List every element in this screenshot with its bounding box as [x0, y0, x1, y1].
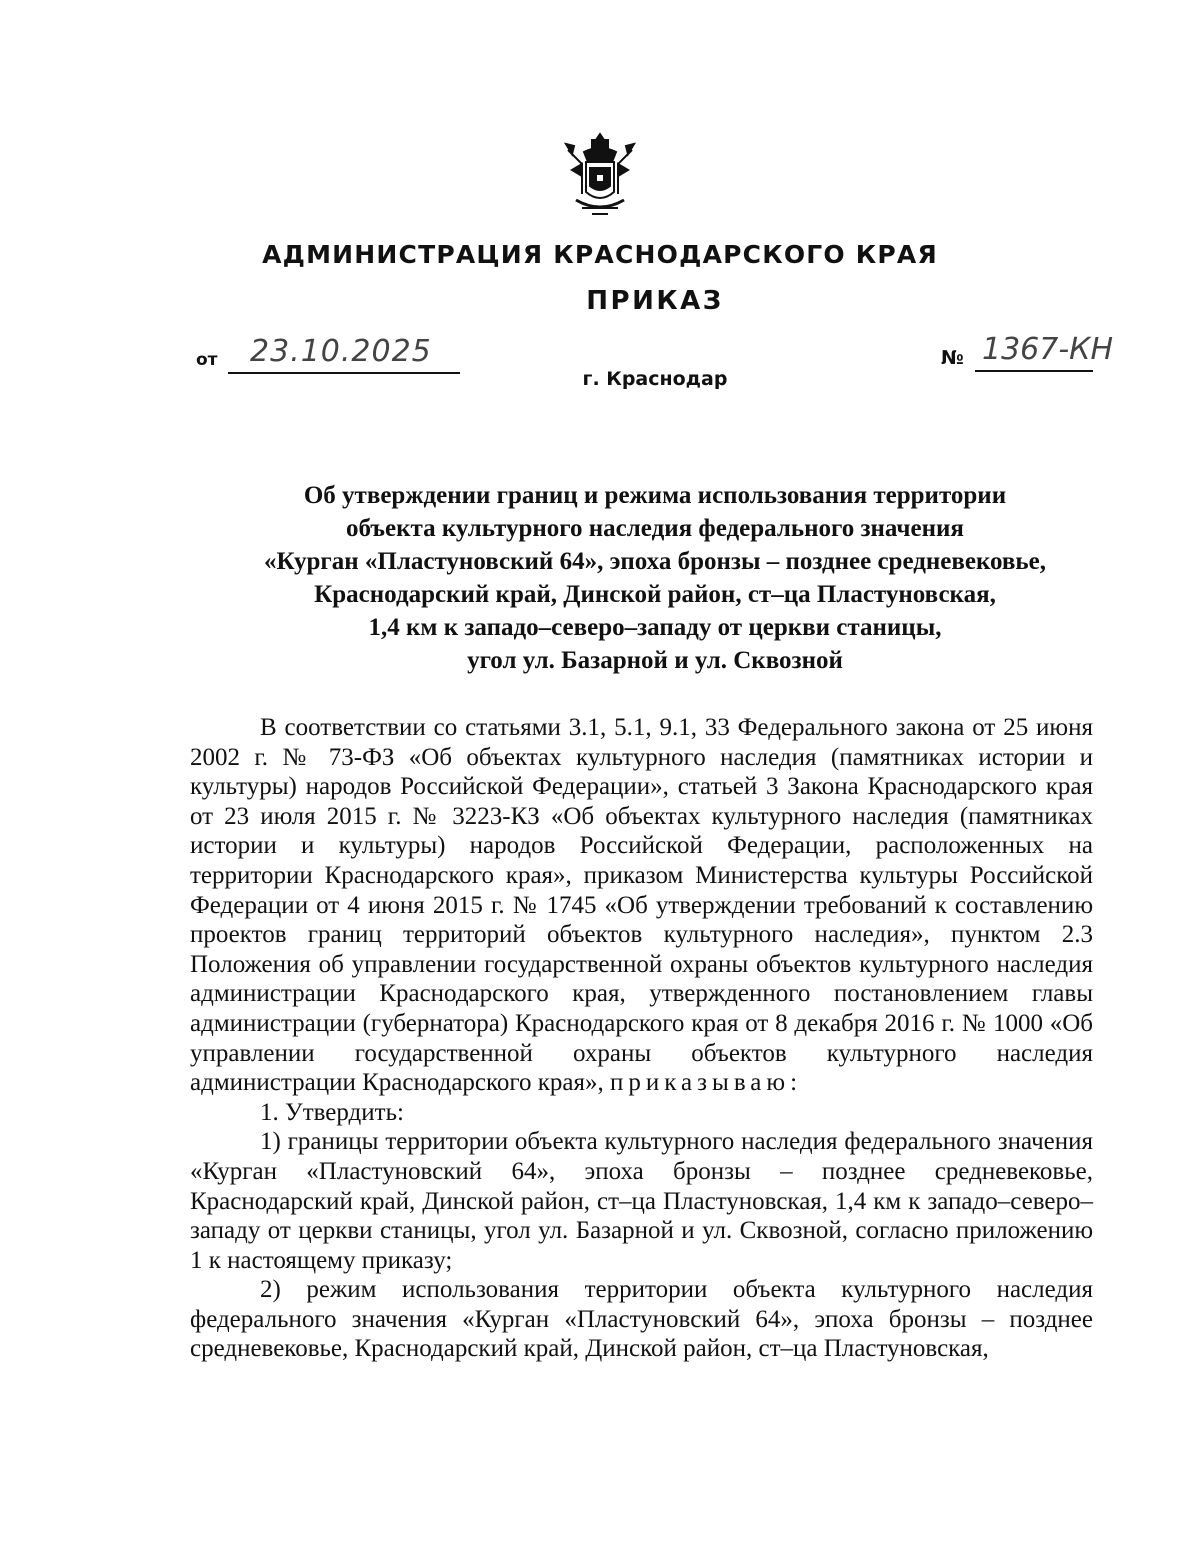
- date-label: от: [196, 350, 218, 370]
- city-name: г. Краснодар: [582, 368, 728, 390]
- document-body: [190, 713, 1093, 1364]
- order-word: приказываю:: [610, 1069, 803, 1097]
- preamble-text: В соответствии со статьями 3.1, 5.1, 9.1, 33 Федерального закона от 25 июня 2002 г. № 73-ФЗ «Об объектах культурного наследия (памятниках истории и культуры) народов Российской Федерации», статьей 3 Закона Краснодарского края от 23 июля 2015 г. № 3223-КЗ «Об объектах культурного наследия (памятниках истории и культуры) народов Российской Федерации, расположенных на территории Краснодарского края», приказом Министерства культуры Российской Федерации от 4 июня 2015 г. № 1745 «Об утверждении требований к составлению проектов границ территорий объектов культурного наследия», пунктом 2.3 Положения об управлении государственной охраны объектов культурного наследия администрации Краснодарского края, утвержденного постановлением главы администрации (губернатора) Краснодарского края от 8 декабря 2016 г. № 1000 «Об управлении государственной охраны объектов культурного наследия администрации Краснодарского края»,: [190, 714, 1093, 1097]
- document-type: ПРИКАЗ: [586, 286, 724, 316]
- preamble-paragraph: [190, 713, 1093, 1098]
- date-value-handwritten: 23.10.2025: [250, 334, 432, 369]
- title-line: «Курган «Пластуновский 64», эпоха бронзы – позднее средневековье,: [264, 548, 1046, 575]
- item-1-1: 1) границы территории объекта культурного наследия федерального значения «Курган «Пластуновский 64», эпоха бронзы – позднее средневековье, Краснодарский край, Динской район, ст–ца Пластуновская, 1,4 км к западо–северо–западу от церкви станицы, угол ул. Базарной и ул. Сквозной, согласно приложению 1 к настоящему приказу;: [190, 1128, 1093, 1274]
- number-value-handwritten: 1367-КН: [982, 332, 1114, 367]
- coat-of-arms-emblem: [562, 130, 638, 220]
- document-title: [150, 479, 1160, 677]
- item-1: 1. Утвердить:: [260, 1098, 404, 1126]
- title-line: 1,4 км к западо–северо–западу от церкви станицы,: [368, 614, 942, 641]
- title-line: угол ул. Базарной и ул. Сквозной: [467, 647, 843, 674]
- title-line: объекта культурного наследия федерального значения: [346, 515, 964, 542]
- number-underline: [975, 370, 1093, 372]
- number-label: №: [941, 347, 964, 369]
- title-line: Об утверждении границ и режима использования территории: [303, 482, 1007, 509]
- organization-name: АДМИНИСТРАЦИЯ КРАСНОДАРСКОГО КРАЯ: [262, 240, 938, 269]
- title-line: Краснодарский край, Динской район, ст–ца Пластуновская,: [314, 581, 996, 608]
- item-1-2: 2) режим использования территории объекта культурного наследия федерального значения «Курган «Пластуновский 64», эпоха бронзы – позднее средневековье, Краснодарский край, Динской район, ст–ца Пластуновская,: [190, 1276, 1093, 1363]
